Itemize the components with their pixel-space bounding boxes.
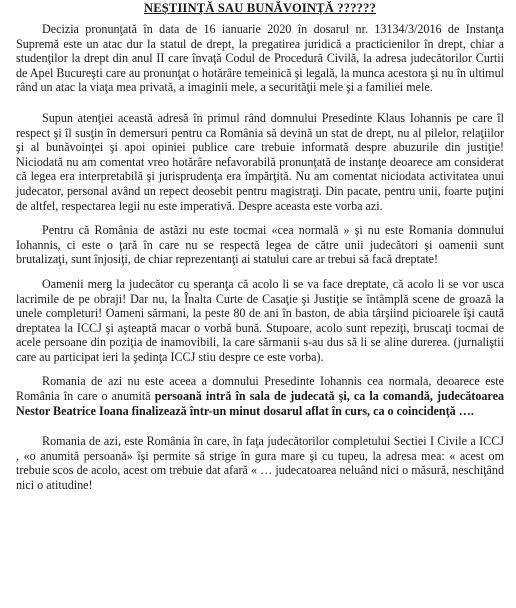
paragraph-5-bold-text: persoană intră în sala de judecată şi, ca la comandă, judecătoarea Nestor Beatrice Ioana finalizează într-un minut dosarul aflat în curs, ca o coincidenţă …. <box>16 389 504 418</box>
paragraph-6: Romania de azi, este România în care, în faţa judecătorilor completului Sectiei I Civile a ICCJ , «o anumită persoană» îşi permite să strige în gura mare şi cu tupeu, la adresa mea: « acest om trebuie scos de acolo, acest om trebuie dat afară « … judecatoarea neluând nici o măsură, neschiţând nici o atitudine! <box>16 434 504 493</box>
paragraph-1: Decizia pronunţată în data de 16 ianuarie 2020 în dosarul nr. 13134/3/2016 de Instanţa Supremă este un atac dur la statul de drept, la pregatirea juridică a practicienilor în drept, chiar a studenţilor la drept din anul II care învaţă Codul de Procedură Civilă, la adresa judecătorilor Curtii de Apel Bucureşti care au pronunţat o hotărâre temeinică şi legală, la munca acestora şi nu în ultimul rând un atac la viaţa mea privată, a imaginii mele, a securităţii mele şi a familiei mele. <box>16 22 504 95</box>
paragraph-3: Pentru că România de astăzi nu este tocmai «cea normală » şi nu este Romania domnului Iohannis, ci este o ţară în care nu se respectă legea de către unii judecători şi oamenii sunt brutalizaţi, sunt înjosiţi, de chiar reprezentanţi ai statului care ar trebui să facă dreptate! <box>16 223 504 267</box>
paragraph-2: Supun atenţiei această adresă în primul rând domnului Presedinte Klaus Iohannis pe care îl respect şi îl susţin în demersuri pentru ca România să devină un stat de drept, nu al pilelor, relaţiilor şi al bunăvoinţei şi apoi opiniei publice care trebuie informată despre abuzurile din justiţie! Niciodată nu am comentat vreo hotărâre nefavorabilă pronunţată de instanţe deoarece am considerat că legea era interpretabilă şi jurisprudenţa era împărţită. Nu am comentat niciodata activitatea unui judecator, personal având un repect deosebit pentru magistraţi. Din pacate, pentru unii, foarte puţini de altfel, respectarea legii nu este imperativă. Despre aceasta este vorba azi. <box>16 110 504 213</box>
document-title: NEŞTIINŢĂ SAU BUNĂVOINŢĂ ?????? <box>143 1 377 15</box>
paragraph-5-text: Romania de azi nu este aceea a domnului Presedinte Iohannis cea normala, deoarece este România în care o anumită <box>16 374 504 404</box>
paragraph-4: Oamenii merg la judecător cu speranţa că acolo li se va face dreptate, că acolo li se vor usca lacrimile de pe obraji! Dar nu, la Înalta Curte de Casaţie şi Justiţie se întâmplă scene de groază la unele completuri! Oameni sărmani, la peste 80 de ani în baston, de abia târşiind picioarele îşi caută dreptatea la ICCJ şi aşteaptă macar o vorbă bună. Stupoare, acolo sunt repeziţi, bruscaţi tocmai de acele persoane din poziţia de inamovibili, la care sărmanii s-au dus să li se aline durerea. (jurnaliştii care au participat ieri la şedinţa ICCJ stiu despre ce este vorba). <box>16 276 504 364</box>
paragraph-5 <box>16 374 504 418</box>
